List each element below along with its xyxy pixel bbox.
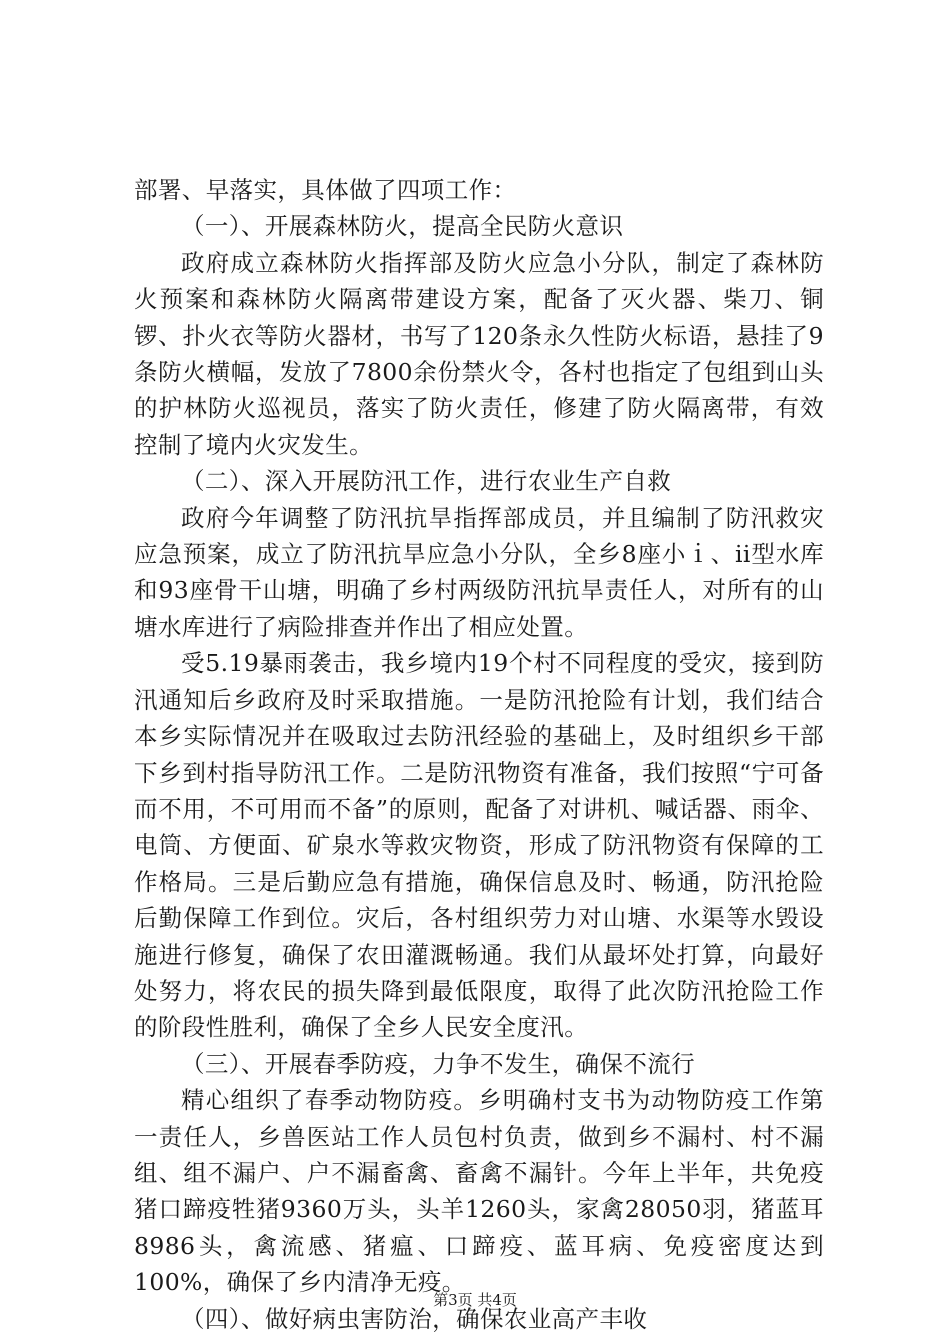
document-body bbox=[134, 172, 824, 1337]
paragraph-storm-response: 受5.19暴雨袭击，我乡境内19个村不同程度的受灾，接到防汛通知后乡政府及时采取措施。一是防汛抢险有计划，我们结合本乡实际情况并在吸取过去防汛经验的基础上，及时组织乡干部下乡到村指导防汛工作。二是防汛物资有准备，我们按照“宁可备而不用，不可用而不备”的原则，配备了对讲机、喊话器、雨伞、电筒、方便面、矿泉水等救灾物资，形成了防汛物资有保障的工作格局。三是后勤应急有措施，确保信息及时、畅通，防汛抢险后勤保障工作到位。灾后，各村组织劳力对山塘、水渠等水毁设施进行修复，确保了农田灌溉畅通。我们从最坏处打算，向最好处努力，将农民的损失降到最低限度，取得了此次防汛抢险工作的阶段性胜利，确保了全乡人民安全度汛。 bbox=[134, 649, 824, 1042]
paragraph-continuation: 部署、早落实，具体做了四项工作： bbox=[134, 176, 517, 204]
paragraph-epidemic-prevention: 精心组织了春季动物防疫。乡明确村支书为动物防疫工作第一责任人，乡兽医站工作人员包村负责，做到乡不漏村、村不漏组、组不漏户、户不漏畜禽、畜禽不漏针。今年上半年，共免疫猪口蹄疫牲猪9360万头，头羊1260头，家禽28050羽，猪蓝耳8986头，禽流感、猪瘟、口蹄疫、蓝耳病、免疫密度达到100%，确保了乡内清净无疫。 bbox=[134, 1086, 824, 1297]
page-number-footer: 第3页 共4页 bbox=[433, 1291, 517, 1309]
section-heading-2: （二）、深入开展防汛工作，进行农业生产自救 bbox=[181, 467, 672, 496]
paragraph-flood-control: 政府今年调整了防汛抗旱指挥部成员，并且编制了防汛救灾应急预案，成立了防汛抗旱应急小分队，全乡8座小ｉ、ii型水库和93座骨干山塘，明确了乡村两级防汛抗旱责任人，对所有的山塘水库进行了病险排查并作出了相应处置。 bbox=[134, 503, 824, 641]
paragraph-fire-prevention: 政府成立森林防火指挥部及防火应急小分队，制定了森林防火预案和森林防火隔离带建设方案，配备了灭火器、柴刀、铜锣、扑火衣等防火器材，书写了120条永久性防火标语，悬挂了9条防火横幅，发放了7800余份禁火令，各村也指定了包组到山头的护林防火巡视员，落实了防火责任，修建了防火隔离带，有效控制了境内火灾发生。 bbox=[134, 248, 824, 459]
section-heading-1: （一）、开展森林防火，提高全民防火意识 bbox=[181, 212, 624, 241]
section-heading-3: （三）、开展春季防疫，力争不发生，确保不流行 bbox=[181, 1049, 696, 1078]
section-heading-4: （四）、做好病虫害防治，确保农业高产丰收 bbox=[181, 1304, 648, 1333]
